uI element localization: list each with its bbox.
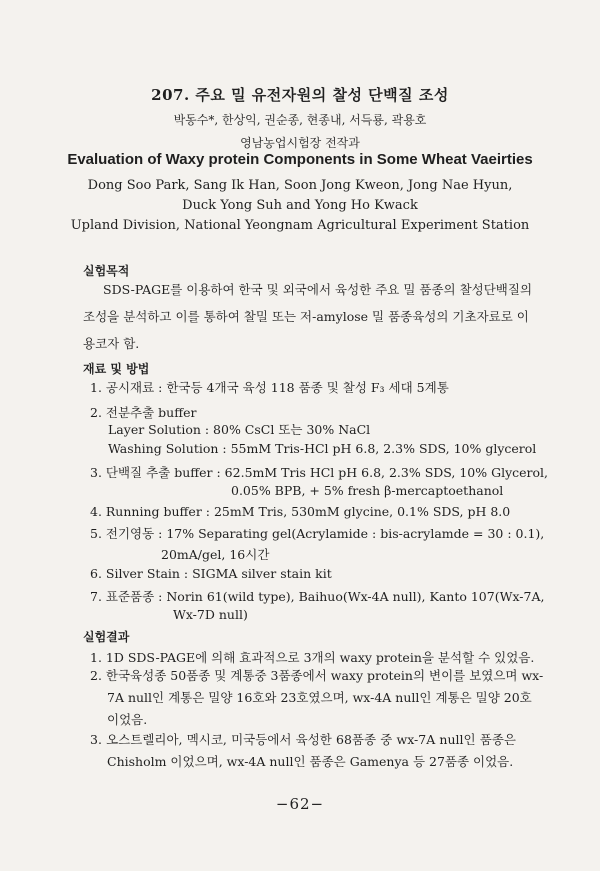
- method-item-7-cont: Wx-7D null): [173, 607, 248, 622]
- paper-title-korean: 207. 주요 밀 유전자원의 찰성 단백질 조성: [151, 86, 449, 104]
- result-item-1: 1. 1D SDS-PAGE에 의해 효과적으로 3개의 waxy protein을 분석할 수 있었음.: [90, 650, 535, 665]
- method-item-6: 6. Silver Stain : SIGMA silver stain kit: [90, 566, 332, 581]
- result-item-3-line-2: Chisholm 이었으며, wx-4A null인 품종은 Gamenya 등 27품종 이었음.: [107, 754, 514, 769]
- method-item-1: 1. 공시재료 : 한국등 4개국 육성 118 품종 및 찰성 F₃ 세대 5계통: [90, 380, 449, 395]
- authors-english-line-1: Dong Soo Park, Sang Ik Han, Soon Jong Kweon, Jong Nae Hyun,: [87, 178, 513, 193]
- objective-paragraph: [83, 276, 533, 357]
- result-item-3: [90, 729, 516, 773]
- method-item-2-layer: Layer Solution : 80% CsCl 또는 30% NaCl: [108, 422, 371, 437]
- page-number: −62−: [275, 795, 325, 813]
- authors-english-line-2: Duck Yong Suh and Yong Ho Kwack: [182, 198, 418, 213]
- objective-line-2: 조성을 분석하고 이를 통하여 찰밀 또는 저-amylose 밀 품종육성의 기초자료로 이: [83, 309, 529, 324]
- result-item-2-line-3: 이었음.: [107, 712, 148, 727]
- method-item-2: 2. 전분추출 buffer: [90, 405, 197, 420]
- results-heading: 실험결과: [83, 630, 130, 644]
- objective-line-3: 용코자 함.: [83, 336, 140, 351]
- paper-title-english: Evaluation of Waxy protein Components in Some Wheat Vaeirties: [67, 151, 533, 168]
- methods-heading: 재료 및 방법: [83, 362, 150, 376]
- method-item-4: 4. Running buffer : 25mM Tris, 530mM glycine, 0.1% SDS, pH 8.0: [90, 504, 511, 519]
- result-item-2-line-2: 7A null인 계통은 밀양 16호와 23호였으며, wx-4A null인 계통은 밀양 20호: [107, 690, 532, 705]
- result-item-2-line-1: 2. 한국육성종 50품종 및 계통중 3품종에서 waxy protein의 변이를 보였으며 wx-: [90, 668, 544, 683]
- objective-line-1: SDS-PAGE를 이용하여 한국 및 외국에서 육성한 주요 밀 품종의 찰성단백질의: [103, 282, 533, 297]
- affiliation-english: Upland Division, National Yeongnam Agricultural Experiment Station: [70, 218, 530, 233]
- method-item-5-cont: 20mA/gel, 16시간: [161, 547, 270, 562]
- authors-korean: 박동수*, 한상익, 권순종, 현종내, 서득룡, 곽용호: [173, 113, 427, 127]
- result-item-3-line-1: 3. 오스트렐리아, 멕시코, 미국등에서 육성한 68품종 중 wx-7A null인 품종은: [90, 732, 516, 747]
- affiliation-korean: 영남농업시험장 전작과: [240, 136, 360, 150]
- objective-heading: 실험목적: [83, 264, 130, 278]
- method-item-3: 3. 단백질 추출 buffer : 62.5mM Tris HCl pH 6.8, 2.3% SDS, 10% Glycerol,: [90, 465, 549, 480]
- method-item-2-washing: Washing Solution : 55mM Tris-HCl pH 6.8, 2.3% SDS, 10% glycerol: [108, 441, 537, 456]
- method-item-5: 5. 전기영동 : 17% Separating gel(Acrylamide : bis-acrylamde = 30 : 0.1),: [90, 526, 545, 541]
- method-item-7: 7. 표준품종 : Norin 61(wild type), Baihuo(Wx-4A null), Kanto 107(Wx-7A,: [90, 589, 545, 604]
- result-item-2: [90, 665, 544, 731]
- method-item-3-cont: 0.05% BPB, + 5% fresh β-mercaptoethanol: [231, 483, 504, 498]
